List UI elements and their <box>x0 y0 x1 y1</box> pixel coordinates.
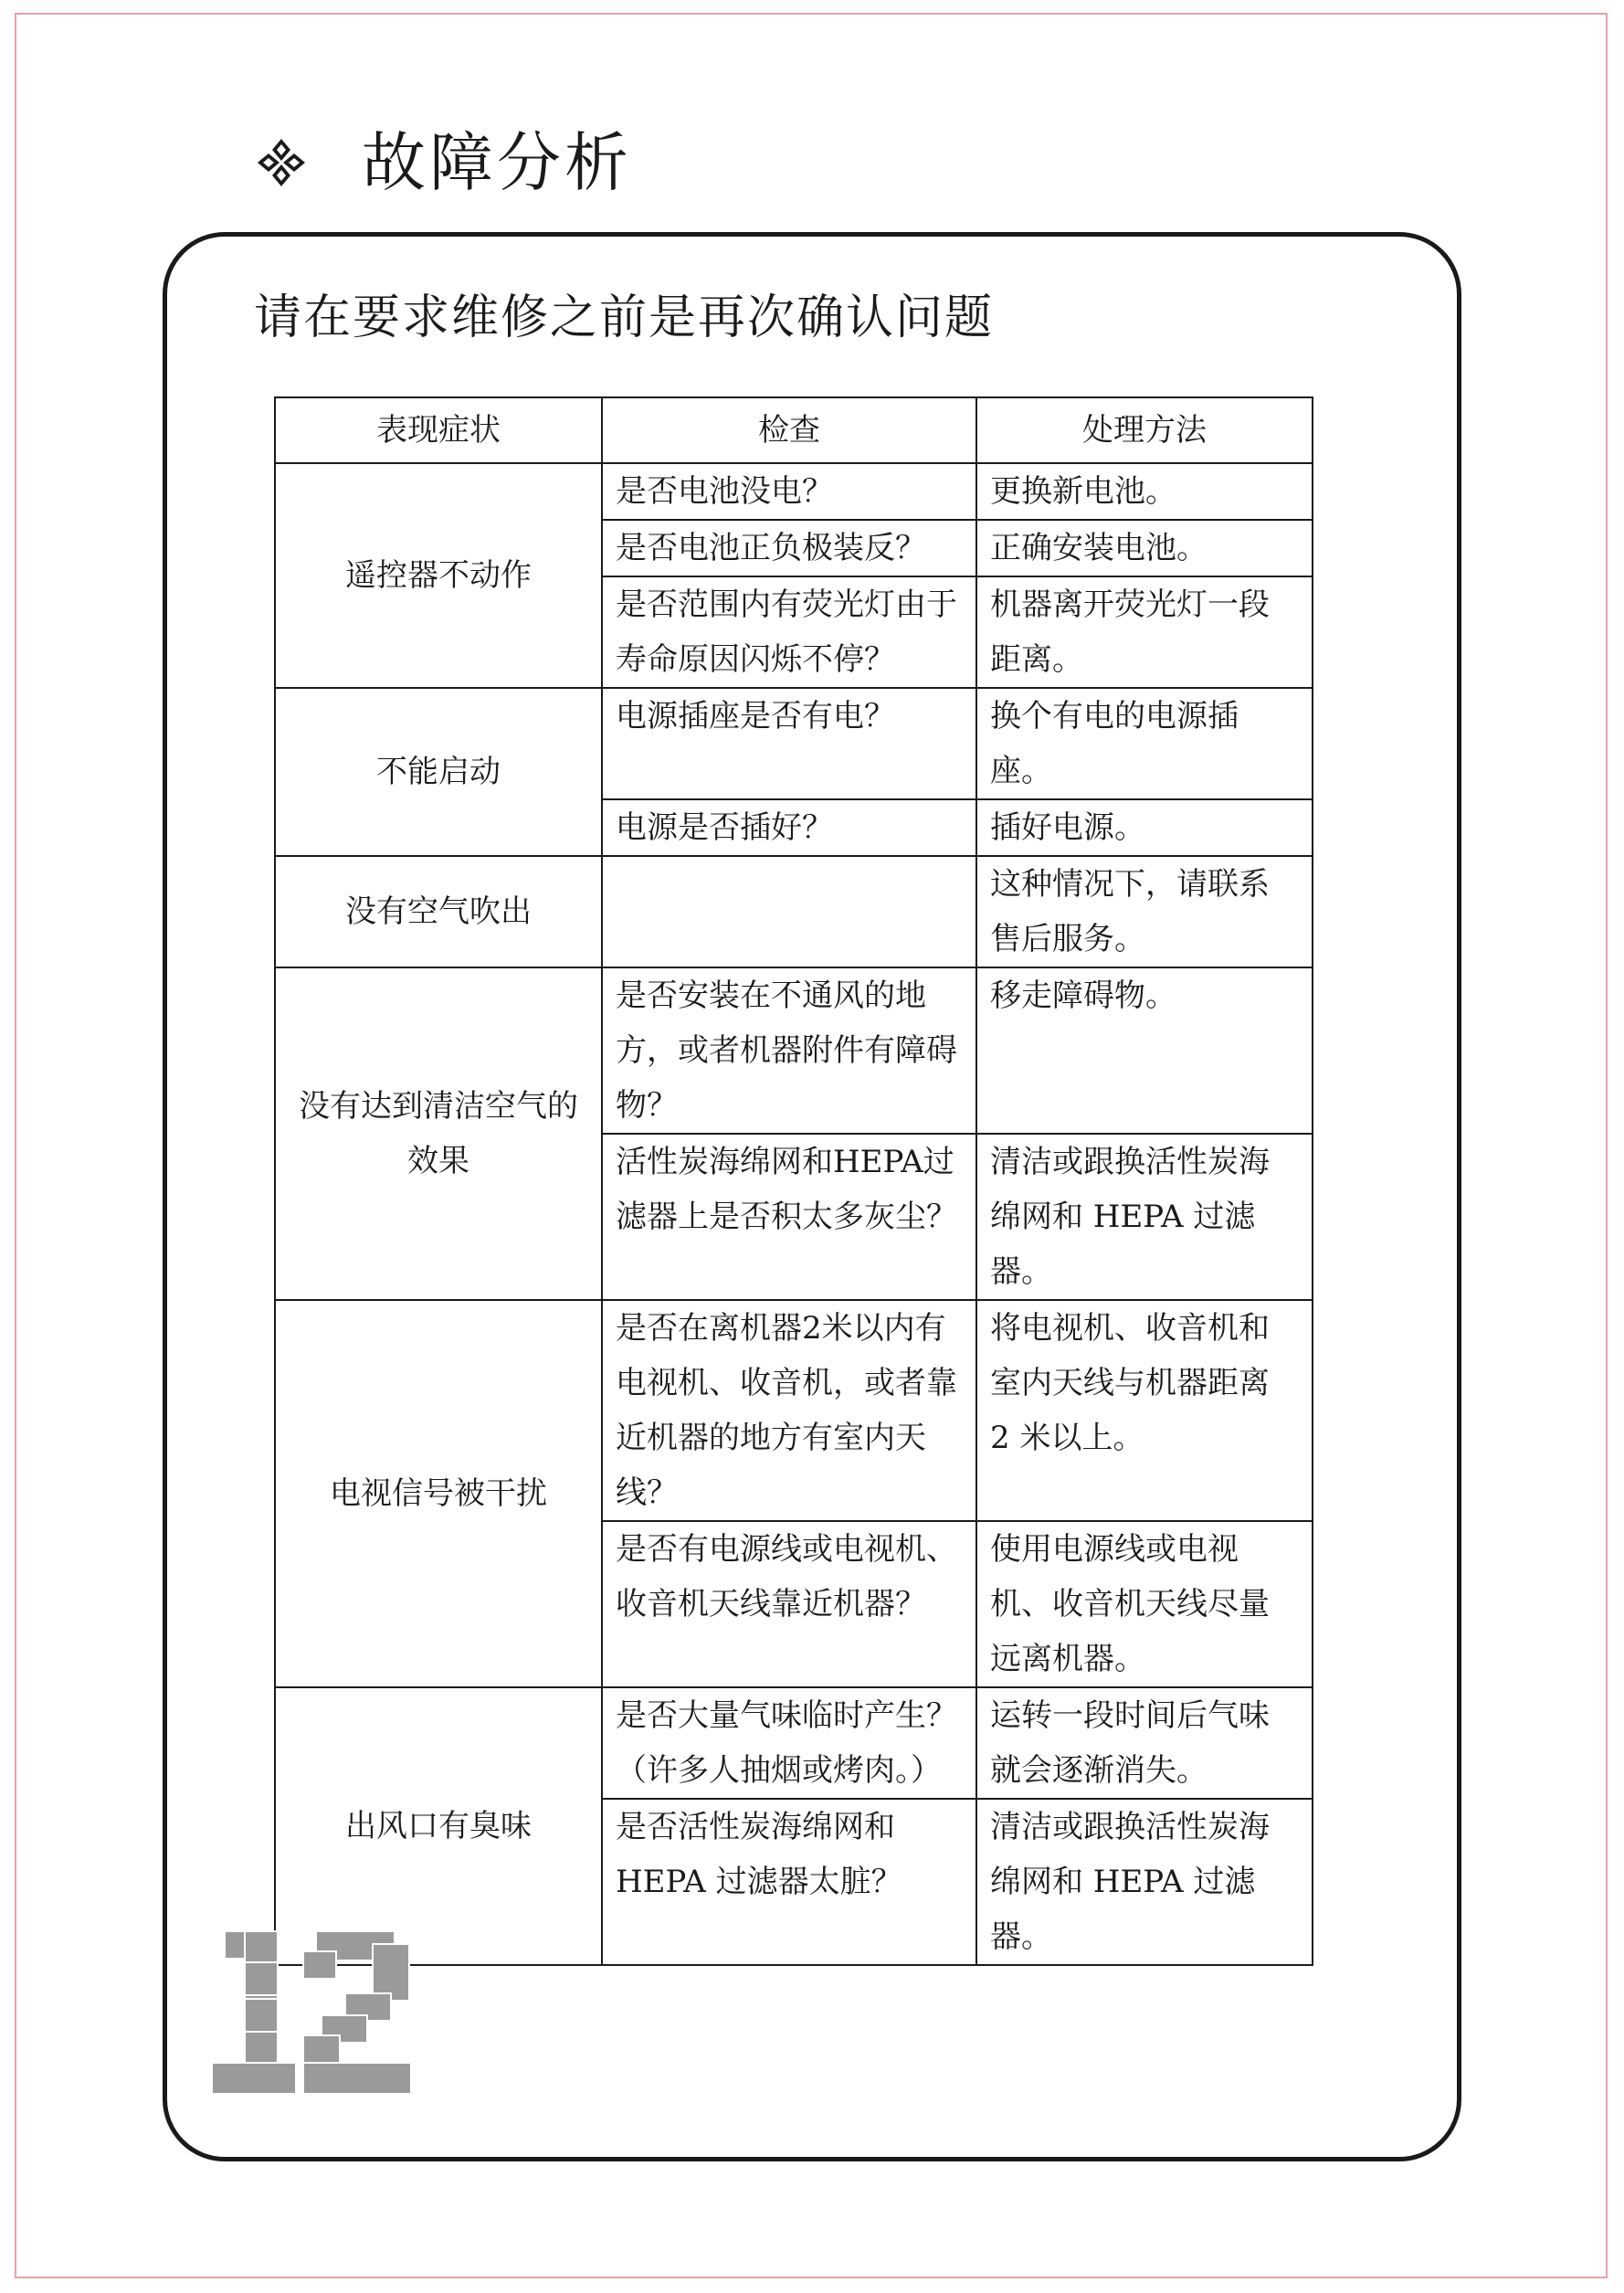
page-number-digit-2 <box>303 1931 411 2094</box>
solution-cell: 清洁或跟换活性炭海绵网和 HEPA 过滤器。 <box>976 1799 1313 1965</box>
check-cell: 活性炭海绵网和HEPA过滤器上是否积太多灰尘？ <box>602 1134 976 1300</box>
check-cell: 是否大量气味临时产生？（许多人抽烟或烤肉。） <box>602 1687 976 1799</box>
check-cell <box>602 856 976 967</box>
check-cell: 电源插座是否有电？ <box>602 688 976 799</box>
check-cell: 是否安装在不通风的地方，或者机器附件有障碍物？ <box>602 967 976 1134</box>
check-cell: 是否范围内有荧光灯由于寿命原因闪烁不停？ <box>602 576 976 688</box>
troubleshooting-table <box>274 396 1313 1966</box>
solution-cell: 移走障碍物。 <box>976 967 1313 1134</box>
check-cell: 是否活性炭海绵网和HEPA 过滤器太脏？ <box>602 1799 976 1965</box>
panel-subtitle: 请在要求维修之前是再次确认问题 <box>254 291 995 345</box>
section-heading <box>254 117 632 208</box>
check-cell: 电源是否插好？ <box>602 799 976 856</box>
header-symptom: 表现症状 <box>275 397 602 463</box>
header-check: 检查 <box>602 397 976 463</box>
page-title: 故障分析 <box>362 125 632 200</box>
solution-cell: 运转一段时间后气味就会逐渐消失。 <box>976 1687 1313 1799</box>
table-row <box>275 967 1313 1134</box>
symptom-cell: 没有达到清洁空气的效果 <box>275 967 602 1300</box>
symptom-cell: 遥控器不动作 <box>275 463 602 688</box>
table-header-row <box>275 397 1313 463</box>
symptom-cell: 电视信号被干扰 <box>275 1300 602 1687</box>
solution-cell: 更换新电池。 <box>976 463 1313 520</box>
symptom-cell: 没有空气吹出 <box>275 856 602 967</box>
page-number-digit-1 <box>212 1931 296 2094</box>
solution-cell: 正确安装电池。 <box>976 520 1313 576</box>
check-cell: 是否电池没电？ <box>602 463 976 520</box>
solution-cell: 这种情况下，请联系售后服务。 <box>976 856 1313 967</box>
symptom-cell: 出风口有臭味 <box>275 1687 602 1965</box>
symptom-cell: 不能启动 <box>275 688 602 856</box>
table-row <box>275 1687 1313 1799</box>
four-diamond-icon <box>254 135 309 190</box>
check-cell: 是否电池正负极装反？ <box>602 520 976 576</box>
table-row <box>275 688 1313 799</box>
table-row <box>275 463 1313 520</box>
solution-cell: 使用电源线或电视机、收音机天线尽量远离机器。 <box>976 1521 1313 1687</box>
table-row <box>275 856 1313 967</box>
solution-cell: 将电视机、收音机和室内天线与机器距离 2 米以上。 <box>976 1300 1313 1521</box>
solution-cell: 机器离开荧光灯一段距离。 <box>976 576 1313 688</box>
header-solution: 处理方法 <box>976 397 1313 463</box>
solution-cell: 换个有电的电源插座。 <box>976 688 1313 799</box>
check-cell: 是否在离机器2米以内有电视机、收音机，或者靠近机器的地方有室内天线？ <box>602 1300 976 1521</box>
table-row <box>275 1300 1313 1521</box>
check-cell: 是否有电源线或电视机、收音机天线靠近机器？ <box>602 1521 976 1687</box>
page-number <box>208 1926 418 2099</box>
solution-cell: 清洁或跟换活性炭海绵网和 HEPA 过滤器。 <box>976 1134 1313 1300</box>
solution-cell: 插好电源。 <box>976 799 1313 856</box>
